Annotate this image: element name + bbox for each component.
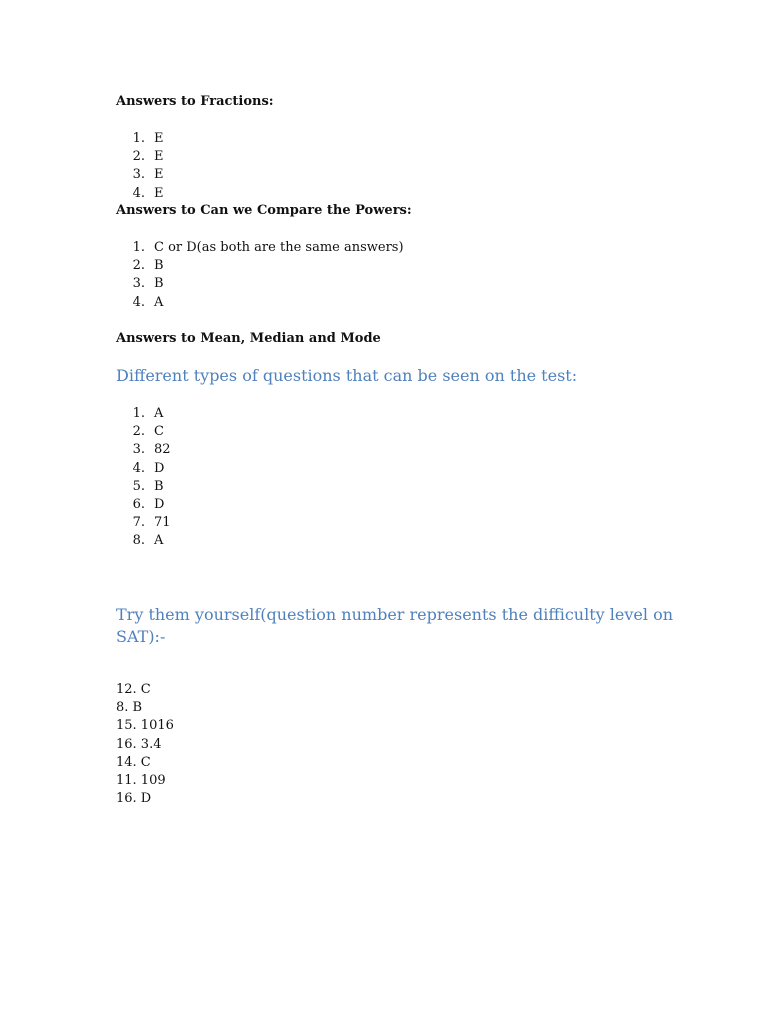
- answer-text: A: [154, 294, 164, 310]
- powers-heading: Answers to Can we Compare the Powers:: [116, 203, 412, 218]
- list-item: [116, 275, 404, 293]
- list-item: [116, 496, 171, 514]
- list-number: 6.: [132, 497, 145, 513]
- answer-text: D: [154, 460, 165, 476]
- answer-text: 71: [154, 515, 171, 531]
- answer-text: C: [154, 424, 164, 440]
- list-number: 1.: [132, 131, 145, 146]
- list-number: 2.: [132, 258, 145, 274]
- list-number: 4.: [132, 460, 145, 476]
- list-item: [116, 294, 404, 312]
- list-item: [116, 130, 164, 148]
- list-item: [116, 423, 171, 441]
- list-item: 15. 1016: [116, 718, 174, 734]
- list-item: [116, 257, 404, 275]
- list-item: 14. C: [116, 754, 151, 770]
- list-item: 12. C: [116, 682, 151, 697]
- list-number: 1.: [132, 406, 145, 421]
- list-item: 16. D: [116, 791, 152, 807]
- list-item: [116, 405, 171, 423]
- list-item: [116, 478, 171, 496]
- answer-text: 82: [154, 442, 171, 458]
- answer-text: A: [154, 533, 164, 549]
- answer-text: E: [154, 149, 164, 165]
- list-item: 11. 109: [116, 773, 166, 789]
- list-item: [116, 532, 171, 550]
- answer-text: E: [154, 185, 164, 201]
- list-number: 3.: [132, 167, 145, 183]
- list-number: 3.: [132, 442, 145, 458]
- list-item: [116, 460, 171, 478]
- list-item: [116, 148, 164, 166]
- try-yourself-heading: Try them yourself(question number represents the difficulty level on SAT):-: [116, 605, 674, 646]
- list-item: [116, 239, 404, 257]
- list-item: [116, 166, 164, 184]
- answer-text: E: [154, 167, 164, 183]
- answer-text: D: [154, 497, 165, 513]
- try-yourself-answer-list: [116, 681, 174, 808]
- list-item: [116, 514, 171, 532]
- question-types-answer-list: [116, 405, 171, 551]
- answer-text: C or D(as both are the same answers): [154, 240, 404, 255]
- question-types-heading: Different types of questions that can be seen on the test:: [116, 366, 578, 385]
- list-number: 4.: [132, 294, 145, 310]
- answer-text: E: [154, 131, 164, 146]
- answer-text: A: [154, 406, 164, 421]
- mean-median-mode-heading: Answers to Mean, Median and Mode: [116, 331, 381, 346]
- list-number: 3.: [132, 276, 145, 292]
- answer-text: B: [154, 258, 164, 274]
- answer-text: B: [154, 478, 164, 494]
- answer-text: B: [154, 276, 164, 292]
- list-number: 8.: [132, 533, 145, 549]
- list-number: 2.: [132, 424, 145, 440]
- list-number: 7.: [132, 515, 145, 531]
- list-item: 16. 3.4: [116, 736, 162, 752]
- powers-answer-list: [116, 239, 404, 312]
- list-number: 1.: [132, 240, 145, 255]
- list-item: [116, 441, 171, 459]
- list-item: 8. B: [116, 700, 143, 716]
- fractions-answer-list: [116, 130, 164, 203]
- list-number: 2.: [132, 149, 145, 165]
- list-number: 5.: [132, 478, 145, 494]
- list-item: [116, 185, 164, 203]
- list-number: 4.: [132, 185, 145, 201]
- fractions-heading: Answers to Fractions:: [116, 94, 274, 109]
